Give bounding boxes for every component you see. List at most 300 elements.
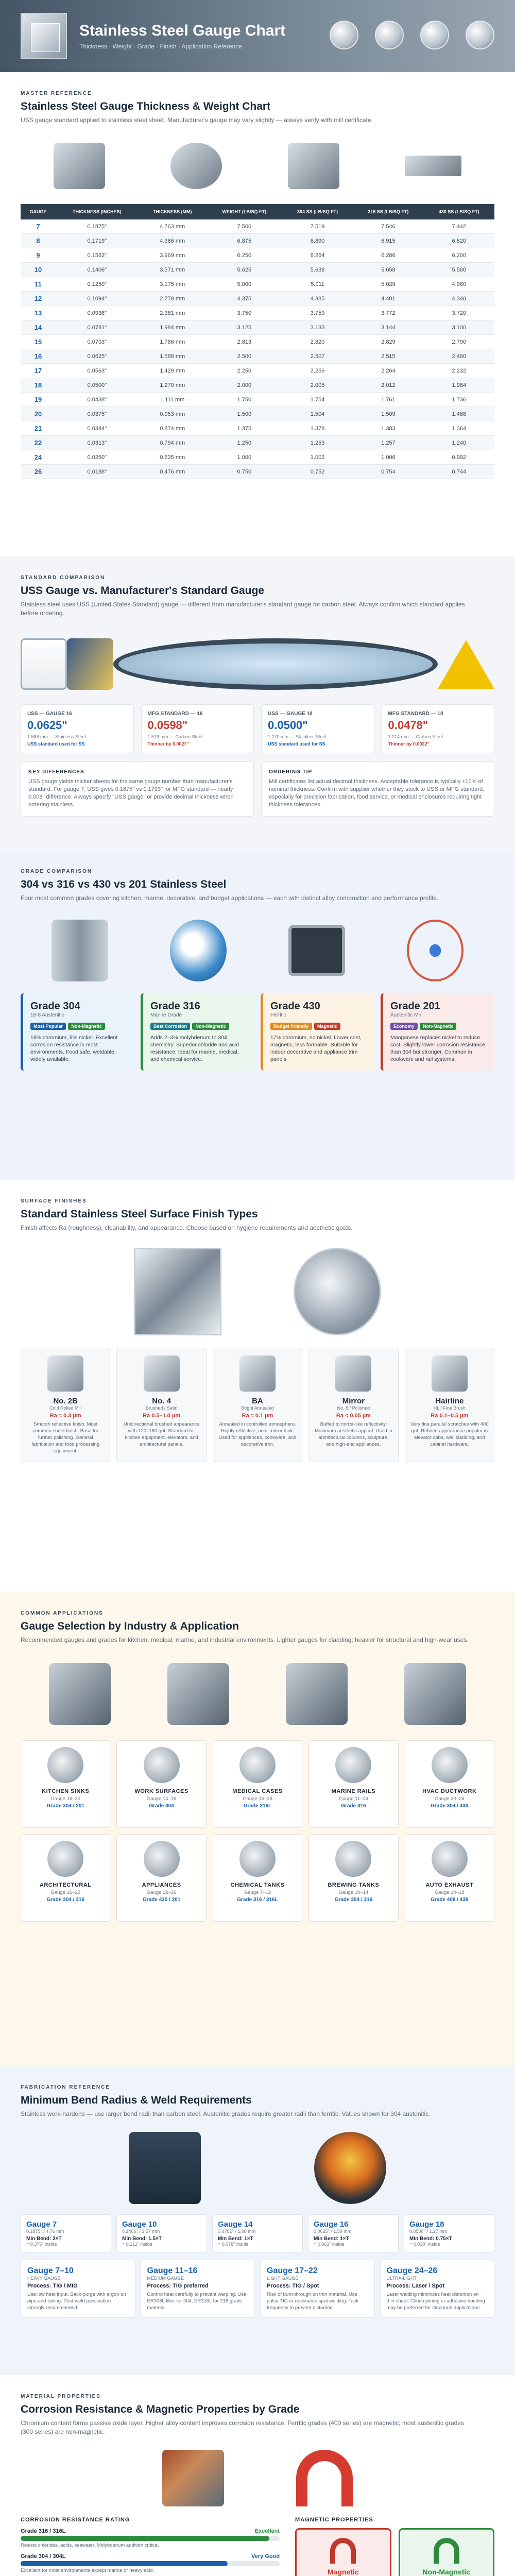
magnet-icon xyxy=(330,2538,356,2564)
application-card xyxy=(405,1834,494,1922)
gauge-cell: 18 xyxy=(21,378,56,393)
oven-icon xyxy=(288,925,345,976)
application-name: ARCHITECTURAL xyxy=(39,1882,92,1888)
table-cell: 0.1875" xyxy=(56,219,139,234)
weld-process: Process: Laser / Spot xyxy=(386,2283,444,2289)
gauge-cell: 17 xyxy=(21,364,56,378)
section-title: Corrosion Resistance & Magnetic Properties by Grade xyxy=(21,2403,300,2415)
weld-class: LIGHT GAUGE xyxy=(267,2276,299,2281)
box-text: USS gauge yields thicker sheets for the same gauge number than manufacturer's standard. For gauge 7, USS gives 0.1875" vs 0.1793" for MFG standard — nearly 0.008" difference. Always specify "USS gauge" or provide decimal thickness when ordering stainless. xyxy=(28,778,234,808)
magnet-icon xyxy=(296,2450,353,2506)
table-cell: 6.286 xyxy=(353,248,423,263)
magnetic-title: MAGNETIC PROPERTIES xyxy=(295,2517,373,2523)
table-cell: 2.381 mm xyxy=(139,306,207,320)
application-gauge: Gauge 16–20 xyxy=(50,1796,80,1802)
table-cell: 4.385 xyxy=(282,292,353,306)
scale-icon xyxy=(288,143,339,189)
finish-description: Very fine parallel scratches with 400 grit. Refined appearance popular in elevator cabs, wall cladding, and cabinet hardware. xyxy=(410,1421,489,1447)
table-cell: 6.264 xyxy=(282,248,353,263)
table-cell: 3.969 mm xyxy=(139,248,207,263)
application-gauge: Gauge 16–22 xyxy=(50,1890,80,1895)
table-cell: 0.874 mm xyxy=(139,421,207,436)
table-row xyxy=(21,219,494,234)
fabrication-section xyxy=(0,2066,515,2375)
table-cell: 2.820 xyxy=(282,335,353,349)
gauge-cell: 16 xyxy=(21,349,56,364)
table-cell: 3.100 xyxy=(424,320,494,335)
magnet-icon xyxy=(434,2538,459,2564)
finish-kind: No. 8 / Polished xyxy=(337,1405,370,1411)
table-cell: 0.1406" xyxy=(56,263,139,277)
bend-min: Min Bend: 2×T xyxy=(26,2236,62,2242)
application-name: WORK SURFACES xyxy=(134,1788,188,1794)
gauge-cell: 20 xyxy=(21,407,56,421)
table-cell: 0.794 mm xyxy=(139,436,207,450)
finish-name: No. 4 xyxy=(152,1397,171,1405)
finish-card xyxy=(308,1348,398,1462)
grade-description: Manganese replaces nickel to reduce cost. Slightly lower corrosion resistance than 304 but stronger. Common in cookware and rail systems. xyxy=(390,1035,485,1062)
card-label: USS — GAUGE 18 xyxy=(268,711,313,717)
bend-inside: = 0.038" inside xyxy=(409,2242,440,2247)
finish-name: Hairline xyxy=(435,1397,464,1405)
gauge-compare-card xyxy=(261,704,374,753)
table-cell: 0.0625" xyxy=(56,349,139,364)
table-cell: 1.588 mm xyxy=(139,349,207,364)
table-cell: 0.0344" xyxy=(56,421,139,436)
application-icon xyxy=(239,1747,276,1783)
table-cell: 5.029 xyxy=(353,277,423,292)
gauge-cell: 10 xyxy=(21,263,56,277)
table-cell: 0.744 xyxy=(424,465,494,479)
finish-card xyxy=(21,1348,110,1462)
weld-process: Process: TIG / MIG xyxy=(27,2283,78,2289)
card-label: USS — GAUGE 16 xyxy=(27,711,72,717)
finish-roughness: Ra 0.5–1.0 µm xyxy=(143,1413,181,1419)
application-gauge: Gauge 14–18 xyxy=(434,1890,465,1895)
gauge-cell: 7 xyxy=(21,219,56,234)
application-name: CHEMICAL TANKS xyxy=(230,1882,285,1888)
corrosion-grade: Grade 304 / 304L xyxy=(21,2553,66,2560)
application-grade: Grade 304 / 201 xyxy=(46,1803,84,1809)
certificate-icon xyxy=(21,638,67,690)
table-cell: 1.006 xyxy=(353,450,423,465)
finish-name: Mirror xyxy=(342,1397,365,1405)
bend-thickness: 0.0625" / 1.59 mm xyxy=(314,2229,352,2234)
grade-tag: Budget Friendly xyxy=(270,1023,312,1030)
pipe-fitting-icon xyxy=(420,21,449,49)
corrosion-row-header xyxy=(21,2528,280,2534)
table-row xyxy=(21,349,494,364)
section-title: Standard Stainless Steel Surface Finish Types xyxy=(21,1208,258,1220)
grade-tag: Economy xyxy=(390,1023,418,1030)
finish-description: Annealed in controlled atmosphere. Highly reflective, near-mirror look. Used for appliances, cookware, and decorative trim. xyxy=(218,1421,297,1447)
table-cell: 7.519 xyxy=(282,219,353,234)
ordering-tip-box xyxy=(261,761,494,817)
application-card xyxy=(116,1740,206,1828)
section-description: Four most common grades covering kitchen, marine, decorative, and budget applications — each with distinct alloy composition and performance profile. xyxy=(21,894,439,902)
refrigerator-icon xyxy=(52,920,108,981)
table-cell: 2.264 xyxy=(353,364,423,378)
table-cell: 6.915 xyxy=(353,234,423,248)
grade-tag: Magnetic xyxy=(314,1023,340,1030)
table-cell: 2.790 xyxy=(424,335,494,349)
thickness-value: 0.0478" xyxy=(388,719,428,732)
bend-min: Min Bend: 1×T xyxy=(314,2236,349,2242)
table-cell: 0.0438" xyxy=(56,393,139,407)
finish-kind: HL / Fine Brush xyxy=(433,1405,466,1411)
grade-card xyxy=(381,993,494,1071)
finish-card xyxy=(405,1348,494,1462)
table-cell: 2.813 xyxy=(207,335,282,349)
table-cell: 1.253 xyxy=(282,436,353,450)
table-cell: 4.960 xyxy=(424,277,494,292)
weld-class: MEDIUM GAUGE xyxy=(147,2276,184,2281)
application-grade: Grade 304 / 316 xyxy=(334,1897,373,1903)
grade-kind: Austenitic Mn xyxy=(390,1012,422,1018)
steel-block-icon xyxy=(54,143,105,189)
table-cell: 1.786 mm xyxy=(139,335,207,349)
caliper-icon xyxy=(170,143,222,189)
polished-sheet-icon xyxy=(134,1248,221,1335)
application-gauge: Gauge 16–18 xyxy=(243,1796,272,1802)
table-cell: 1.754 xyxy=(282,393,353,407)
gauge-cell: 13 xyxy=(21,306,56,320)
grade-card xyxy=(21,993,134,1071)
table-cell: 0.953 mm xyxy=(139,407,207,421)
standard-comparison-section xyxy=(0,556,515,850)
magnetic-card xyxy=(295,2528,391,2576)
section-title: Gauge Selection by Industry & Application xyxy=(21,1620,239,1632)
grade-name: Grade 304 xyxy=(30,1001,80,1012)
table-cell: 2.778 mm xyxy=(139,292,207,306)
card-label: MFG STANDARD — 18 xyxy=(388,711,443,717)
table-header-cell: GAUGE xyxy=(21,204,56,219)
application-grade: Grade 304 / 430 xyxy=(431,1803,469,1809)
application-card xyxy=(116,1834,206,1922)
table-cell: 3.720 xyxy=(424,306,494,320)
table-row xyxy=(21,364,494,378)
bend-min: Min Bend: 1×T xyxy=(218,2236,253,2242)
surface-finishes-section xyxy=(0,1180,515,1592)
material-properties-section xyxy=(0,2375,515,2576)
table-cell: 0.0250" xyxy=(56,450,139,465)
gauge-table xyxy=(21,204,494,479)
table-cell: 1.375 xyxy=(207,421,282,436)
table-cell: 0.0313" xyxy=(56,436,139,450)
weld-card xyxy=(21,2260,135,2318)
application-grade: Grade 316L xyxy=(243,1803,272,1809)
bend-inside: = 0.211" inside xyxy=(122,2242,152,2247)
table-cell: 1.504 xyxy=(282,407,353,421)
grade-tag: Non-Magnetic xyxy=(420,1023,457,1030)
gauge-cell: 15 xyxy=(21,335,56,349)
application-grade: Grade 409 / 439 xyxy=(431,1897,469,1903)
table-cell: 5.638 xyxy=(282,263,353,277)
table-cell: 1.257 xyxy=(353,436,423,450)
bend-gauge: Gauge 7 xyxy=(26,2220,57,2229)
gauge-cell: 14 xyxy=(21,320,56,335)
table-cell: 4.366 mm xyxy=(139,234,207,248)
table-cell: 6.200 xyxy=(424,248,494,263)
application-card xyxy=(405,1740,494,1828)
section-description: USS gauge standard applied to stainless steel sheet. Manufacturer's gauge may vary slightly — always verify with mill certificate. xyxy=(21,116,373,124)
corrosion-grade: Grade 316 / 316L xyxy=(21,2528,66,2534)
section-label: SURFACE FINISHES xyxy=(21,1198,87,1204)
magnifier-icon xyxy=(113,638,438,690)
sink-icon xyxy=(375,21,404,49)
section-label: GRADE COMPARISON xyxy=(21,869,93,874)
page-subtitle: Thickness · Weight · Grade · Finish · Application Reference xyxy=(79,43,242,50)
grade-name: Grade 201 xyxy=(390,1001,440,1012)
weld-description: Use low heat input. Back-purge with argon on pipe and tubing. Post-weld passivation strongly recommended. xyxy=(27,2292,126,2311)
application-icon xyxy=(239,1841,276,1877)
application-name: AUTO EXHAUST xyxy=(425,1882,474,1888)
bend-thickness: 0.0500" / 1.27 mm xyxy=(409,2229,448,2234)
finish-description: Buffed to mirror-like reflectivity. Maximum aesthetic appeal. Used in architectural columns, sculpture, and high-end appliances. xyxy=(315,1421,392,1447)
steel-bar-icon xyxy=(405,156,461,176)
table-cell: 2.515 xyxy=(353,349,423,364)
table-cell: 6.250 xyxy=(207,248,282,263)
wave-icon xyxy=(170,920,227,981)
finish-card xyxy=(213,1348,302,1462)
finish-roughness: Ra ≈ 0.3 µm xyxy=(49,1413,81,1419)
table-cell: 0.752 xyxy=(282,465,353,479)
rusted-plate-icon xyxy=(162,2450,224,2506)
section-title: Minimum Bend Radius & Weld Requirements xyxy=(21,2094,252,2106)
table-cell: 1.378 xyxy=(282,421,353,436)
gauge-cell: 19 xyxy=(21,393,56,407)
table-row xyxy=(21,335,494,349)
application-icon xyxy=(432,1747,468,1783)
table-header-cell: 304 SS (LB/SQ FT) xyxy=(282,204,353,219)
table-row xyxy=(21,306,494,320)
section-title: USS Gauge vs. Manufacturer's Standard Gauge xyxy=(21,585,264,597)
application-grade: Grade 316 / 316L xyxy=(237,1897,278,1903)
application-grade: Grade 304 xyxy=(149,1803,174,1809)
table-cell: 2.000 xyxy=(207,378,282,393)
weld-card xyxy=(380,2260,495,2318)
card-note: USS standard used for SS xyxy=(268,741,325,747)
table-cell: 0.1563" xyxy=(56,248,139,263)
thickness-value: 0.0598" xyxy=(147,719,188,732)
thickness-value: 0.0625" xyxy=(27,719,67,732)
magnetic-type: Non-Magnetic xyxy=(422,2568,471,2576)
atom-icon xyxy=(407,920,464,981)
gauge-cell: 24 xyxy=(21,450,56,465)
grade-name: Grade 316 xyxy=(150,1001,200,1012)
finish-roughness: Ra 0.1–0.5 µm xyxy=(431,1413,469,1419)
weld-description: Risk of burn-through on thin material. Use pulse TIG or resistance spot welding. Tack frequently to prevent distortion. xyxy=(267,2292,359,2311)
rating-title: CORROSION RESISTANCE RATING xyxy=(21,2517,130,2523)
box-title: ORDERING TIP xyxy=(269,769,313,775)
application-name: APPLIANCES xyxy=(142,1882,181,1888)
table-header-cell: WEIGHT (LB/SQ FT) xyxy=(207,204,282,219)
table-cell: 5.658 xyxy=(353,263,423,277)
bend-inside: = 0.063" inside xyxy=(314,2242,345,2247)
section-description: Finish affects Ra (roughness), cleanability, and appearance. Choose based on hygiene requirements and aesthetic goals. xyxy=(21,1224,353,1231)
table-cell: 7.442 xyxy=(424,219,494,234)
table-row xyxy=(21,436,494,450)
gauge-cell: 12 xyxy=(21,292,56,306)
bend-card xyxy=(212,2214,303,2252)
section-description: Stainless work-hardens — use larger bend radii than carbon steel. Austenitic grades require greater radii than ferritic. Values shown for 304 austenitic. xyxy=(21,2110,431,2117)
table-header-cell: THICKNESS (MM) xyxy=(139,204,207,219)
grade-kind: Marine Grade xyxy=(150,1012,182,1018)
gauge-cell: 11 xyxy=(21,277,56,292)
card-meta: 1.270 mm — Stainless Steel xyxy=(268,734,327,739)
finish-swatch-icon xyxy=(335,1355,371,1392)
press-brake-icon xyxy=(129,2132,201,2204)
application-icon xyxy=(144,1747,180,1783)
weld-class: ULTRA-LIGHT xyxy=(386,2276,417,2281)
gauge-cell: 26 xyxy=(21,465,56,479)
application-grade: Grade 316 xyxy=(341,1803,366,1809)
application-card xyxy=(308,1740,398,1828)
card-note: Thinner by 0.0027" xyxy=(147,741,189,747)
gauge-cell: 21 xyxy=(21,421,56,436)
grade-tag: Non-Magnetic xyxy=(192,1023,229,1030)
finish-kind: Bright Annealed xyxy=(241,1405,274,1411)
card-note: Thinner by 0.0022" xyxy=(388,741,430,747)
application-gauge: Gauge 10–14 xyxy=(338,1890,369,1895)
weld-card xyxy=(260,2260,375,2318)
ship-icon xyxy=(286,1663,348,1725)
section-description: Recommended gauges and grades for kitchen, medical, marine, and industrial environments. Lighter gauges for cladding; heavier for structural and high-wear uses. xyxy=(21,1636,469,1643)
weld-process: Process: TIG / Spot xyxy=(267,2283,319,2289)
grade-kind: Ferritic xyxy=(270,1012,286,1018)
table-cell: 1.383 xyxy=(353,421,423,436)
application-name: HVAC DUCTWORK xyxy=(422,1788,477,1794)
table-row xyxy=(21,393,494,407)
table-row xyxy=(21,320,494,335)
corrosion-description: Resists chlorides, acids, seawater. Molybdenum addition critical. xyxy=(21,2543,160,2548)
bend-gauge: Gauge 16 xyxy=(314,2220,349,2229)
table-header-cell: 430 SS (LB/SQ FT) xyxy=(424,204,494,219)
weld-gauge: Gauge 17–22 xyxy=(267,2266,318,2275)
welder-icon xyxy=(314,2132,386,2204)
table-cell: 0.754 xyxy=(353,465,423,479)
gauge-cell: 8 xyxy=(21,234,56,248)
application-card xyxy=(213,1740,302,1828)
steel-sheet-logo-icon xyxy=(21,13,67,59)
grade-tag: Most Popular xyxy=(30,1023,66,1030)
section-title: 304 vs 316 vs 430 vs 201 Stainless Steel xyxy=(21,878,227,890)
weld-class: HEAVY GAUGE xyxy=(27,2276,61,2281)
table-cell: 4.763 mm xyxy=(139,219,207,234)
bend-card xyxy=(308,2214,399,2252)
card-meta: 1.214 mm — Carbon Steel xyxy=(388,734,443,739)
bend-thickness: 0.1875" / 4.76 mm xyxy=(26,2229,64,2234)
table-cell: 2.005 xyxy=(282,378,353,393)
bend-min: Min Bend: 1.5×T xyxy=(122,2236,162,2242)
table-cell: 3.571 mm xyxy=(139,263,207,277)
grade-tag: Best Corrosion xyxy=(150,1023,190,1030)
corrosion-row xyxy=(21,2528,280,2548)
application-name: BREWING TANKS xyxy=(328,1882,380,1888)
table-cell: 1.250 xyxy=(207,436,282,450)
corrosion-bar xyxy=(21,2561,280,2566)
table-row xyxy=(21,263,494,277)
table-cell: 0.0375" xyxy=(56,407,139,421)
finish-description: Unidirectional brushed appearance with 120–180 grit. Standard for kitchen equipment, elevators, and architectural panels. xyxy=(123,1421,200,1447)
table-cell: 0.992 xyxy=(424,450,494,465)
table-row xyxy=(21,292,494,306)
table-cell: 5.000 xyxy=(207,277,282,292)
warning-icon xyxy=(438,640,494,689)
application-grade: Grade 430 / 201 xyxy=(142,1897,181,1903)
table-cell: 2.500 xyxy=(207,349,282,364)
table-cell: 2.250 xyxy=(207,364,282,378)
finish-kind: Cold Rolled Mill xyxy=(49,1405,82,1411)
table-cell: 0.1719" xyxy=(56,234,139,248)
table-cell: 3.750 xyxy=(207,306,282,320)
table-cell: 7.500 xyxy=(207,219,282,234)
applications-section xyxy=(0,1592,515,2066)
table-icon xyxy=(49,1663,111,1725)
table-cell: 2.829 xyxy=(353,335,423,349)
application-name: MEDICAL CASES xyxy=(232,1788,283,1794)
table-cell: 0.0938" xyxy=(56,306,139,320)
section-description: Stainless steel uses USS (United States Standard) gauge — different from manufacturer's standard gauge for carbon steel. Always confirm which standard applies before ordering. xyxy=(21,601,465,617)
weld-gauge: Gauge 11–16 xyxy=(147,2266,198,2275)
key-differences-box xyxy=(21,761,254,817)
weld-process: Process: TIG preferred xyxy=(147,2283,209,2289)
page-title: Stainless Steel Gauge Chart xyxy=(79,22,286,39)
thickness-value: 0.0500" xyxy=(268,719,308,732)
gauge-compare-card xyxy=(141,704,254,753)
table-cell: 1.500 xyxy=(207,407,282,421)
bend-thickness: 0.0781" / 1.98 mm xyxy=(218,2229,256,2234)
application-card xyxy=(213,1834,302,1922)
bend-card xyxy=(21,2214,111,2252)
application-gauge: Gauge 14–16 xyxy=(146,1796,177,1802)
table-cell: 1.364 xyxy=(424,421,494,436)
weld-gauge: Gauge 7–10 xyxy=(27,2266,74,2275)
table-cell: 4.375 xyxy=(207,292,282,306)
table-cell: 1.270 mm xyxy=(139,378,207,393)
card-meta: 1.588 mm — Stainless Steel xyxy=(27,734,86,739)
section-label: FABRICATION REFERENCE xyxy=(21,2084,111,2090)
box-title: KEY DIFFERENCES xyxy=(28,769,84,775)
table-cell: 2.507 xyxy=(282,349,353,364)
section-label: STANDARD COMPARISON xyxy=(21,575,106,581)
grade-card xyxy=(141,993,254,1071)
section-label: MATERIAL PROPERTIES xyxy=(21,2394,101,2399)
table-cell: 3.759 xyxy=(282,306,353,320)
table-row xyxy=(21,421,494,436)
table-row xyxy=(21,450,494,465)
finish-swatch-icon xyxy=(47,1355,83,1392)
application-icon xyxy=(47,1841,83,1877)
table-cell: 3.144 xyxy=(353,320,423,335)
table-header-cell: THICKNESS (INCHES) xyxy=(56,204,139,219)
bend-card xyxy=(116,2214,207,2252)
weld-card xyxy=(141,2260,255,2318)
application-icon xyxy=(335,1841,371,1877)
table-cell: 1.761 xyxy=(353,393,423,407)
application-grade: Grade 304 / 316 xyxy=(46,1897,84,1903)
table-cell: 1.750 xyxy=(207,393,282,407)
master-reference-section xyxy=(0,72,515,556)
table-cell: 1.509 xyxy=(353,407,423,421)
weld-gauge: Gauge 24–26 xyxy=(386,2266,438,2275)
table-cell: 0.0188" xyxy=(56,465,139,479)
card-meta: 1.519 mm — Carbon Steel xyxy=(147,734,203,739)
corrosion-row xyxy=(21,2553,280,2573)
table-cell: 0.0703" xyxy=(56,335,139,349)
hospital-bed-icon xyxy=(167,1663,229,1725)
grade-kind: 18-8 Austenitic xyxy=(30,1012,64,1018)
